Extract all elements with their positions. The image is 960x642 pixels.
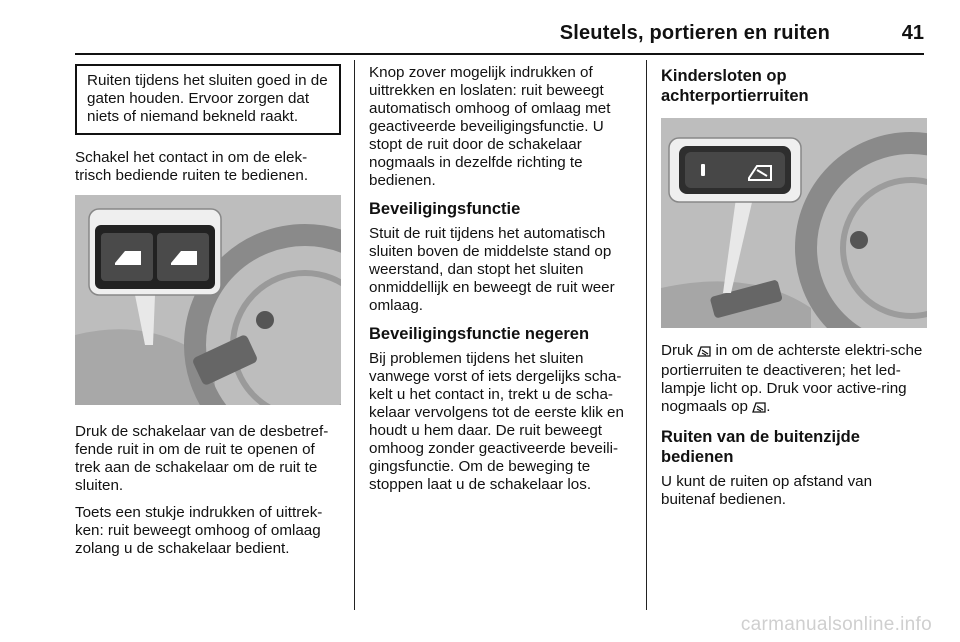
paragraph: Stuit de ruit tijdens het automatisch sluiten boven de middelste stand op weerstand, dan stopt het sluiten onmiddellijk en beweegt de ruit weer omlaag. <box>369 225 615 314</box>
header-title: Sleutels, portieren en ruiten <box>559 22 830 44</box>
page-number: 41 <box>901 22 924 44</box>
paragraph: Schakel het contact in om de elek-trisch bediende ruiten te bedienen. <box>75 149 309 184</box>
section-heading: Beveiligingsfunctie negeren <box>369 325 590 343</box>
paragraph: Knop zover mogelijk indrukken of uittrekken en loslaten: ruit beweegt automatisch omhoog of omlaag met geactiveerde beveiligingsfunctie. U stopt de ruit door de schakelaar nogmaals in dezelfde richting te bedienen. <box>369 64 611 189</box>
column-2 <box>369 64 635 503</box>
window-switch-illustration <box>75 195 341 405</box>
child-lock-window-icon <box>752 400 766 418</box>
text-run: Druk <box>661 342 694 359</box>
paragraph: U kunt de ruiten op afstand van buitenaf bedienen. <box>661 473 873 508</box>
column-3 <box>661 64 927 518</box>
child-lock-illustration <box>661 118 927 328</box>
paragraph <box>661 342 927 418</box>
section-heading: Kindersloten op achterportierruiten <box>661 67 809 105</box>
column-divider <box>354 60 355 610</box>
header-rule <box>75 53 924 55</box>
column-1 <box>75 64 341 567</box>
section-heading: Beveiligingsfunctie <box>369 200 521 218</box>
text-run: . <box>766 398 771 415</box>
caution-box <box>75 64 341 135</box>
paragraph: Druk de schakelaar van de desbetref-fende ruit in om de ruit te openen of trek aan de schakelaar om de ruit te sluiten. <box>75 423 329 494</box>
paragraph: Bij problemen tijdens het sluiten vanwege vorst of iets dergelijks scha-kelt u het contact in, trekt u de scha-kelaar vervolgens tot de eerste klik en houdt u hem daar. De ruit beweegt omhoog zonder geactiveerde beveili-gingsfunctie. Om de beweging te stoppen laat u de schakelaar los. <box>369 350 624 493</box>
paragraph: Toets een stukje indrukken of uittrek-ken: ruit beweegt omhoog of omlaag zolang u de schakelaar bedient. <box>75 504 323 557</box>
watermark: carmanualsonline.info <box>740 614 932 635</box>
child-lock-window-icon <box>697 344 711 362</box>
section-heading: Ruiten van de buitenzijde bedienen <box>661 428 860 466</box>
caution-text: Ruiten tijdens het sluiten goed in de gaten houden. Ervoor zorgen dat niets of niemand bekneld raakt. <box>87 72 328 125</box>
text-run: in om de achterste elektri-sche portierruiten te deactiveren; het led-lampje licht op. Druk voor active-ring nogmaals op <box>661 342 923 415</box>
column-divider <box>646 60 647 610</box>
